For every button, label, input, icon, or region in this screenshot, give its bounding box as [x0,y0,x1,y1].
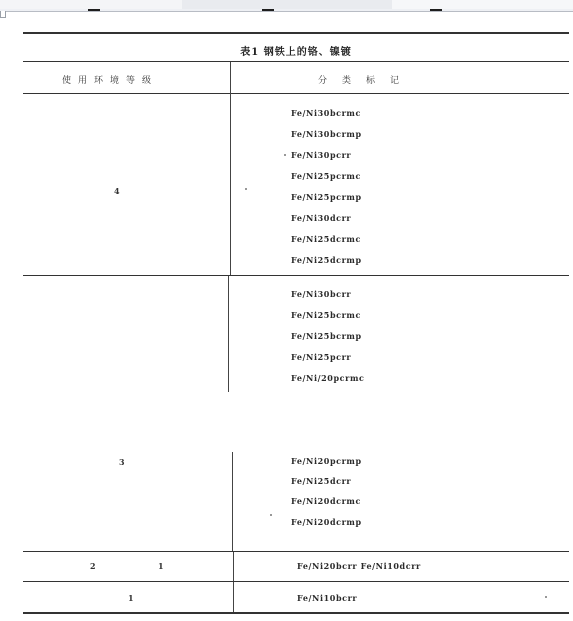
scan-speck [545,596,547,598]
scan-speck [245,188,247,190]
class-code: Fe/Ni25dcrr [291,476,352,486]
class-code: Fe/Ni30bcrr [291,289,352,299]
column-separator [228,276,229,392]
column-separator [230,62,231,275]
top-strip-segment [392,0,573,9]
class-code: Fe/Ni20dcrmc [291,496,361,506]
level-label: 2 [90,561,96,571]
scan-speck [270,514,272,516]
class-code: Fe/Ni30pcrr [291,150,352,160]
level-label: 3 [119,457,125,467]
class-code: Fe/Ni25pcrmp [291,192,362,202]
table-title: 表1 钢铁上的铬、镍镀 [240,47,352,58]
column-separator [233,552,234,581]
scroll-marker [88,9,100,11]
header-level: 使用环境等级 [62,76,159,86]
class-code: Fe/Ni25pcrmc [291,171,361,181]
scroll-marker [430,9,442,11]
class-code: Fe/Ni25bcrmp [291,331,362,341]
class-code: Fe/Ni30dcrr [291,213,352,223]
level-label: 1 [158,561,164,571]
class-code: Fe/Ni/20pcrmc [291,373,365,383]
top-strip-segment [0,0,182,9]
class-code: Fe/Ni25dcrmp [291,255,362,265]
top-strip-segment [182,0,392,9]
window-top-strip [0,0,573,12]
class-code: Fe/Ni25bcrmc [291,310,361,320]
table-bottom-rule [23,612,569,614]
group-divider [23,581,569,582]
class-code: Fe/Ni25dcrmc [291,234,361,244]
scroll-marker [262,9,274,11]
class-code: Fe/Ni30bcrmp [291,129,362,139]
table-top-rule [23,32,569,34]
header-rule [23,93,569,94]
page-corner [0,11,6,18]
level-label: 1 [128,593,134,603]
group-divider [23,551,569,552]
group-divider [23,275,569,276]
title-rule [23,61,569,62]
column-separator [233,582,234,612]
class-code: Fe/Ni20pcrmp [291,456,362,466]
class-code: Fe/Ni30bcrmc [291,108,361,118]
class-code: Fe/Ni25pcrr [291,352,352,362]
header-classification: 分类标记 [318,76,415,86]
class-code: Fe/Ni20bcrr Fe/Ni10dcrr [297,561,421,571]
class-code: Fe/Ni10bcrr [297,593,358,603]
level-label: 4 [114,186,120,196]
class-code: Fe/Ni20dcrmp [291,517,362,527]
scan-speck [284,154,286,156]
column-separator [232,452,233,551]
